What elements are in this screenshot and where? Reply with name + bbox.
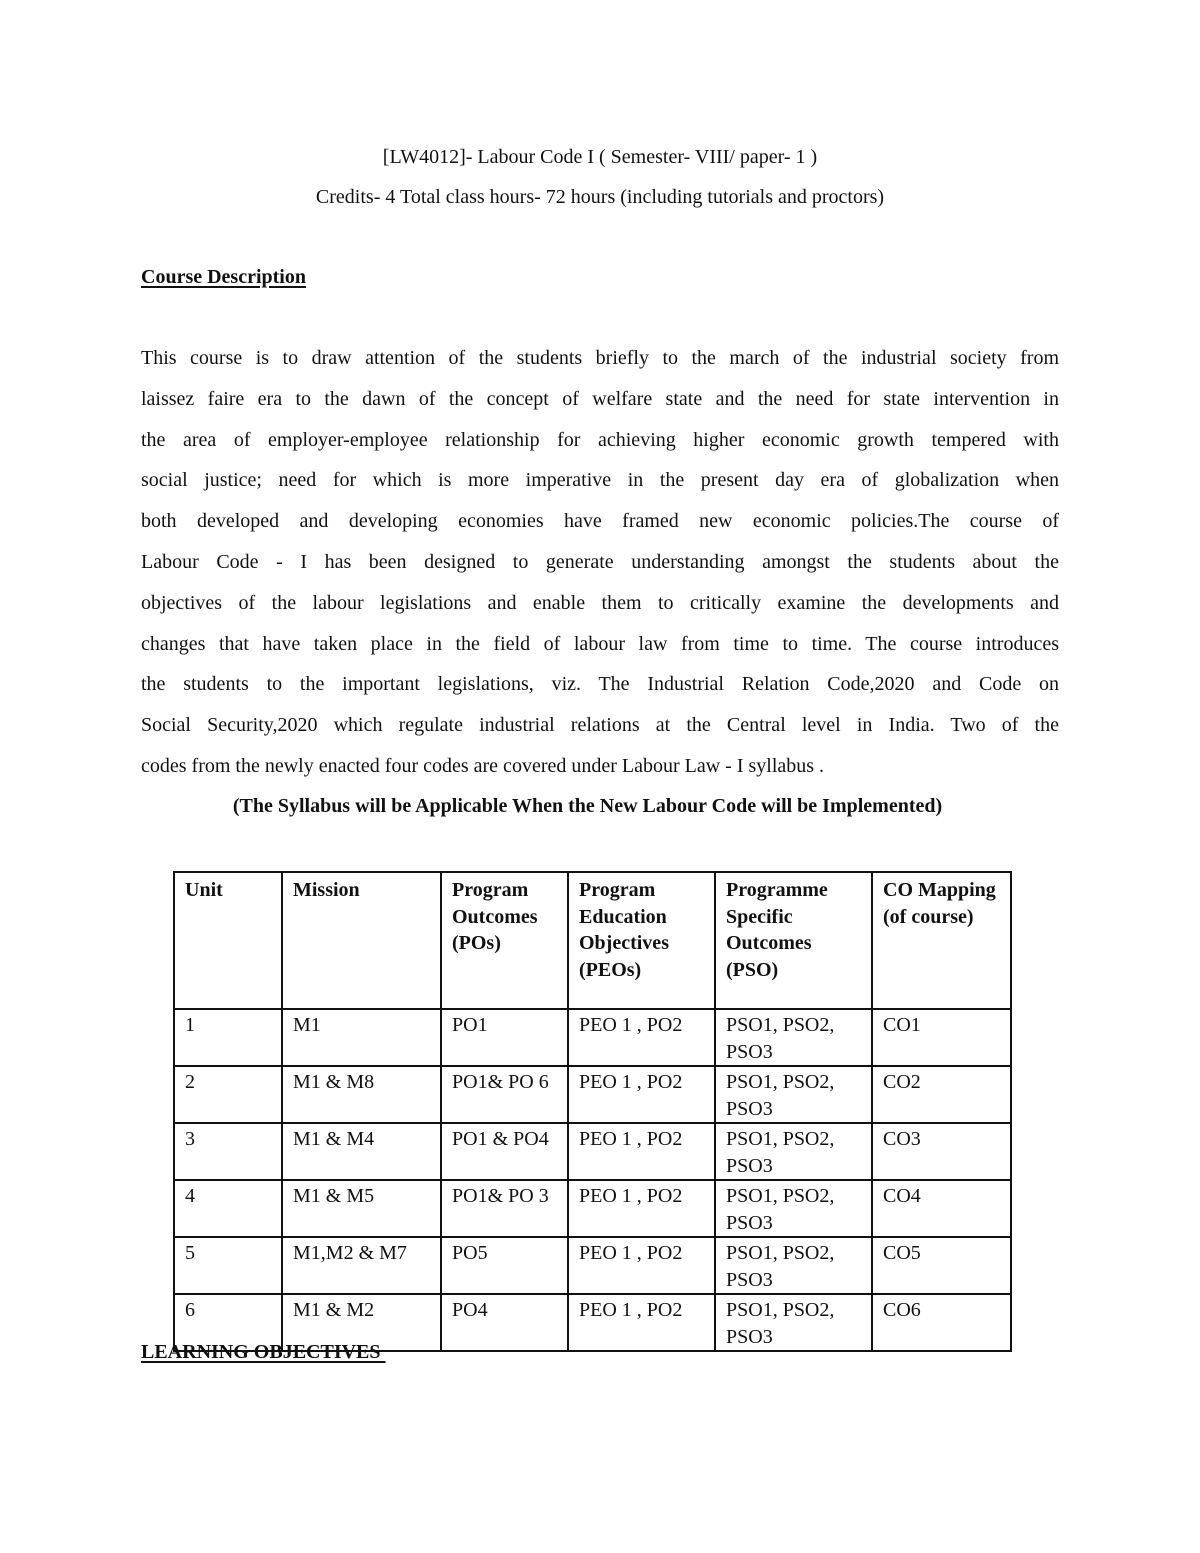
- table-row: [174, 1123, 1011, 1180]
- cell-peos: PEO 1 , PO2: [568, 1237, 715, 1294]
- course-description-paragraph: [141, 338, 1059, 787]
- cell-peos: PEO 1 , PO2: [568, 1180, 715, 1237]
- header-co-mapping: CO Mapping (of course): [872, 872, 1011, 1009]
- cell-co: CO6: [872, 1294, 1011, 1351]
- paragraph-line: Social Security,2020 which regulate industrial relations at the Central level in India. Two of the: [141, 714, 1059, 737]
- cell-peos: PEO 1 , PO2: [568, 1066, 715, 1123]
- table-row: [174, 1180, 1011, 1237]
- cell-peos: PEO 1 , PO2: [568, 1123, 715, 1180]
- table-row: [174, 1237, 1011, 1294]
- cell-mission: M1 & M5: [282, 1180, 441, 1237]
- cell-co: CO3: [872, 1123, 1011, 1180]
- paragraph-line: laissez faire era to the dawn of the concept of welfare state and the need for state intervention in: [141, 387, 1059, 410]
- paragraph-line: codes from the newly enacted four codes are covered under Labour Law - I syllabus .: [141, 754, 825, 777]
- cell-mission: M1: [282, 1009, 441, 1066]
- cell-pso: PSO1, PSO2, PSO3: [715, 1180, 872, 1237]
- table-row: [174, 1066, 1011, 1123]
- applicability-note: (The Syllabus will be Applicable When the New Labour Code will be Implemented): [232, 795, 943, 817]
- cell-peos: PEO 1 , PO2: [568, 1009, 715, 1066]
- paragraph-line: changes that have taken place in the field of labour law from time to time. The course introduces: [141, 632, 1059, 655]
- cell-co: CO1: [872, 1009, 1011, 1066]
- cell-pso: PSO1, PSO2, PSO3: [715, 1237, 872, 1294]
- cell-co: CO5: [872, 1237, 1011, 1294]
- cell-pso: PSO1, PSO2, PSO3: [715, 1294, 872, 1351]
- cell-pso: PSO1, PSO2, PSO3: [715, 1009, 872, 1066]
- cell-pos: PO1: [441, 1009, 568, 1066]
- cell-pos: PO1& PO 3: [441, 1180, 568, 1237]
- table-row: [174, 1009, 1011, 1066]
- cell-co: CO2: [872, 1066, 1011, 1123]
- learning-objectives-heading: LEARNING OBJECTIVES: [141, 1341, 386, 1363]
- table-header-row: [174, 872, 1011, 1009]
- course-credits: Credits- 4 Total class hours- 72 hours (including tutorials and proctors): [315, 186, 885, 208]
- cell-pso: PSO1, PSO2, PSO3: [715, 1123, 872, 1180]
- cell-pos: PO4: [441, 1294, 568, 1351]
- header-program-outcomes: Program Outcomes (POs): [441, 872, 568, 1009]
- cell-pos: PO1 & PO4: [441, 1123, 568, 1180]
- paragraph-line: objectives of the labour legislations and enable them to critically examine the developments and: [141, 591, 1059, 614]
- cell-unit: 3: [174, 1123, 282, 1180]
- paragraph-line: both developed and developing economies have framed new economic policies.The course of: [141, 510, 1059, 533]
- header-program-education-objectives: Program Education Objectives (PEOs): [568, 872, 715, 1009]
- header-programme-specific-outcomes: Programme Specific Outcomes (PSO): [715, 872, 872, 1009]
- paragraph-line: This course is to draw attention of the students briefly to the march of the industrial society from: [141, 347, 1059, 369]
- cell-mission: M1 & M4: [282, 1123, 441, 1180]
- cell-unit: 1: [174, 1009, 282, 1066]
- paragraph-line: the students to the important legislations, viz. The Industrial Relation Code,2020 and Code on: [141, 673, 1059, 696]
- course-description-heading: Course Description: [141, 266, 306, 288]
- cell-unit: 2: [174, 1066, 282, 1123]
- course-title: [LW4012]- Labour Code I ( Semester- VIII/ paper- 1 ): [382, 146, 818, 168]
- paragraph-line: Labour Code - I has been designed to generate understanding amongst the students about the: [141, 550, 1059, 573]
- cell-mission: M1 & M8: [282, 1066, 441, 1123]
- header-unit: Unit: [174, 872, 282, 1009]
- cell-peos: PEO 1 , PO2: [568, 1294, 715, 1351]
- cell-mission: M1 & M2: [282, 1294, 441, 1351]
- cell-pos: PO1& PO 6: [441, 1066, 568, 1123]
- paragraph-line: social justice; need for which is more imperative in the present day era of globalization when: [141, 469, 1059, 492]
- header-mission: Mission: [282, 872, 441, 1009]
- cell-unit: 5: [174, 1237, 282, 1294]
- cell-unit: 4: [174, 1180, 282, 1237]
- cell-co: CO4: [872, 1180, 1011, 1237]
- paragraph-line: the area of employer-employee relationship for achieving higher economic growth tempered with: [141, 428, 1059, 451]
- co-mapping-table: [173, 871, 1012, 1352]
- cell-pso: PSO1, PSO2, PSO3: [715, 1066, 872, 1123]
- cell-pos: PO5: [441, 1237, 568, 1294]
- cell-unit: 6: [174, 1294, 282, 1351]
- cell-mission: M1,M2 & M7: [282, 1237, 441, 1294]
